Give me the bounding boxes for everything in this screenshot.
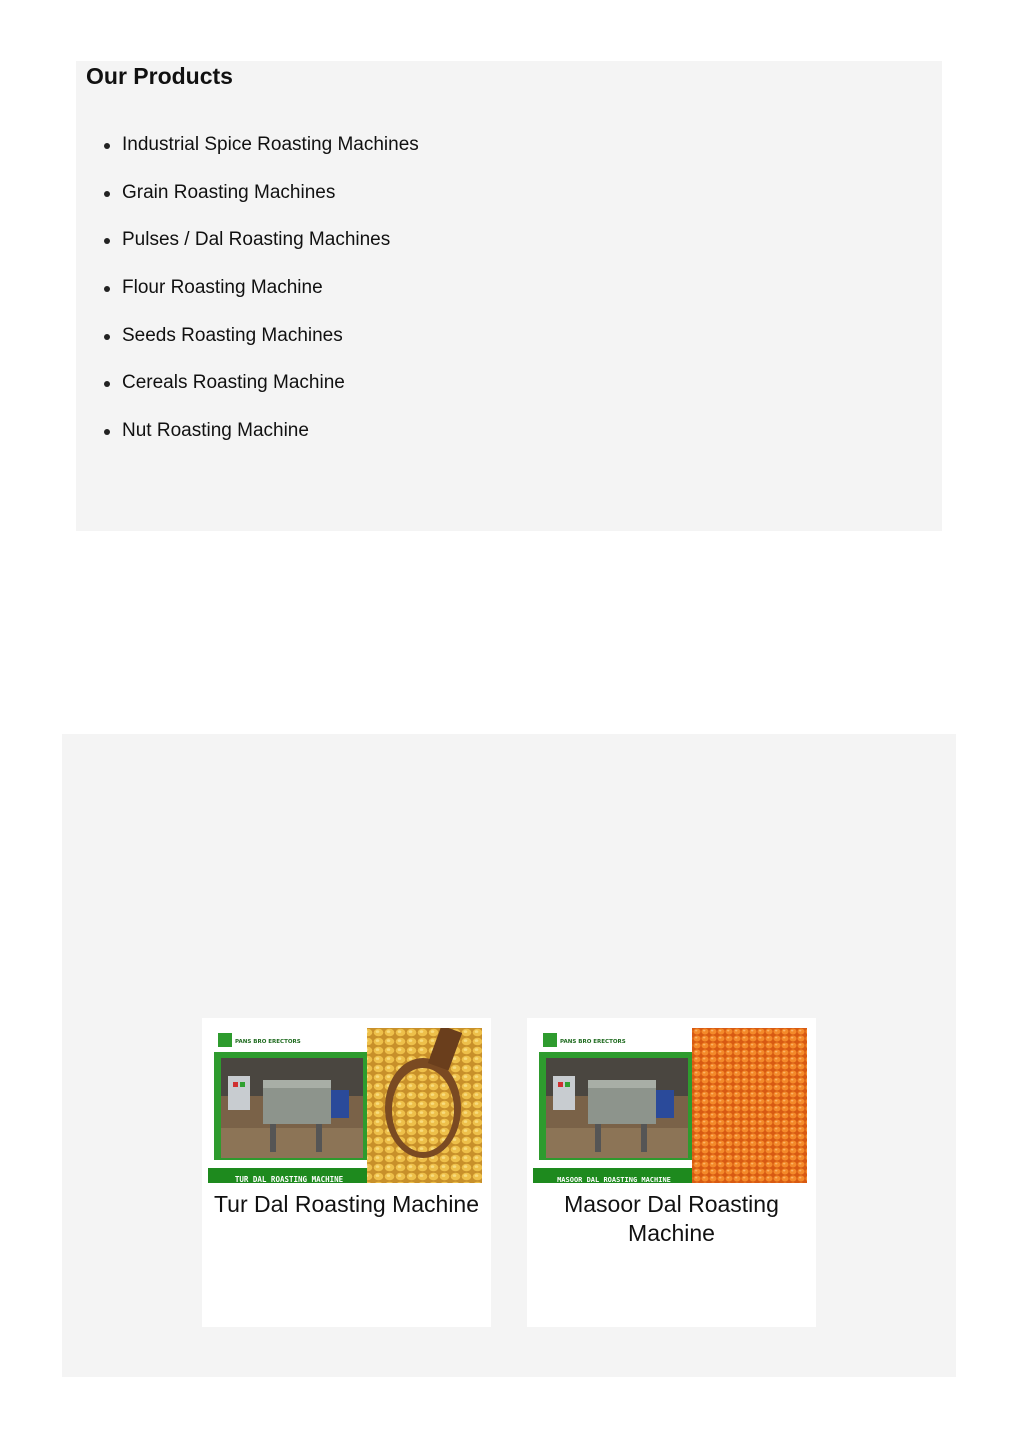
product-link-flour[interactable]: Flour Roasting Machine — [122, 273, 419, 303]
tur-dal-machine-image[interactable] — [208, 1028, 482, 1183]
masoor-dal-banner-text: MASOOR DAL ROASTING MACHINE — [557, 1176, 671, 1183]
masoor-dal-brand-text: PANS BRO ERECTORS — [560, 1039, 626, 1045]
product-gallery — [62, 734, 956, 1377]
product-link-grain[interactable]: Grain Roasting Machines — [122, 178, 419, 208]
product-link-spice[interactable]: Industrial Spice Roasting Machines — [122, 130, 419, 160]
tur-dal-brand-text: PANS BRO ERECTORS — [235, 1039, 301, 1045]
products-heading: Our Products — [86, 63, 233, 89]
masoor-dal-machine-image[interactable] — [533, 1028, 807, 1183]
tur-dal-banner-text: TUR DAL ROASTING MACHINE — [234, 1175, 344, 1183]
products-list — [76, 130, 419, 464]
our-products-section — [76, 61, 942, 531]
product-card-masoor-dal[interactable] — [527, 1018, 816, 1327]
tur-dal-card-title[interactable]: Tur Dal Roasting Machine — [213, 1191, 480, 1217]
product-link-nut[interactable]: Nut Roasting Machine — [122, 416, 419, 446]
product-link-seeds[interactable]: Seeds Roasting Machines — [122, 321, 419, 351]
product-link-pulses[interactable]: Pulses / Dal Roasting Machines — [122, 225, 419, 255]
masoor-dal-card-title[interactable]: Masoor Dal Roasting Machine — [564, 1191, 779, 1246]
product-link-cereals[interactable]: Cereals Roasting Machine — [122, 368, 419, 398]
product-card-tur-dal[interactable] — [202, 1018, 491, 1327]
